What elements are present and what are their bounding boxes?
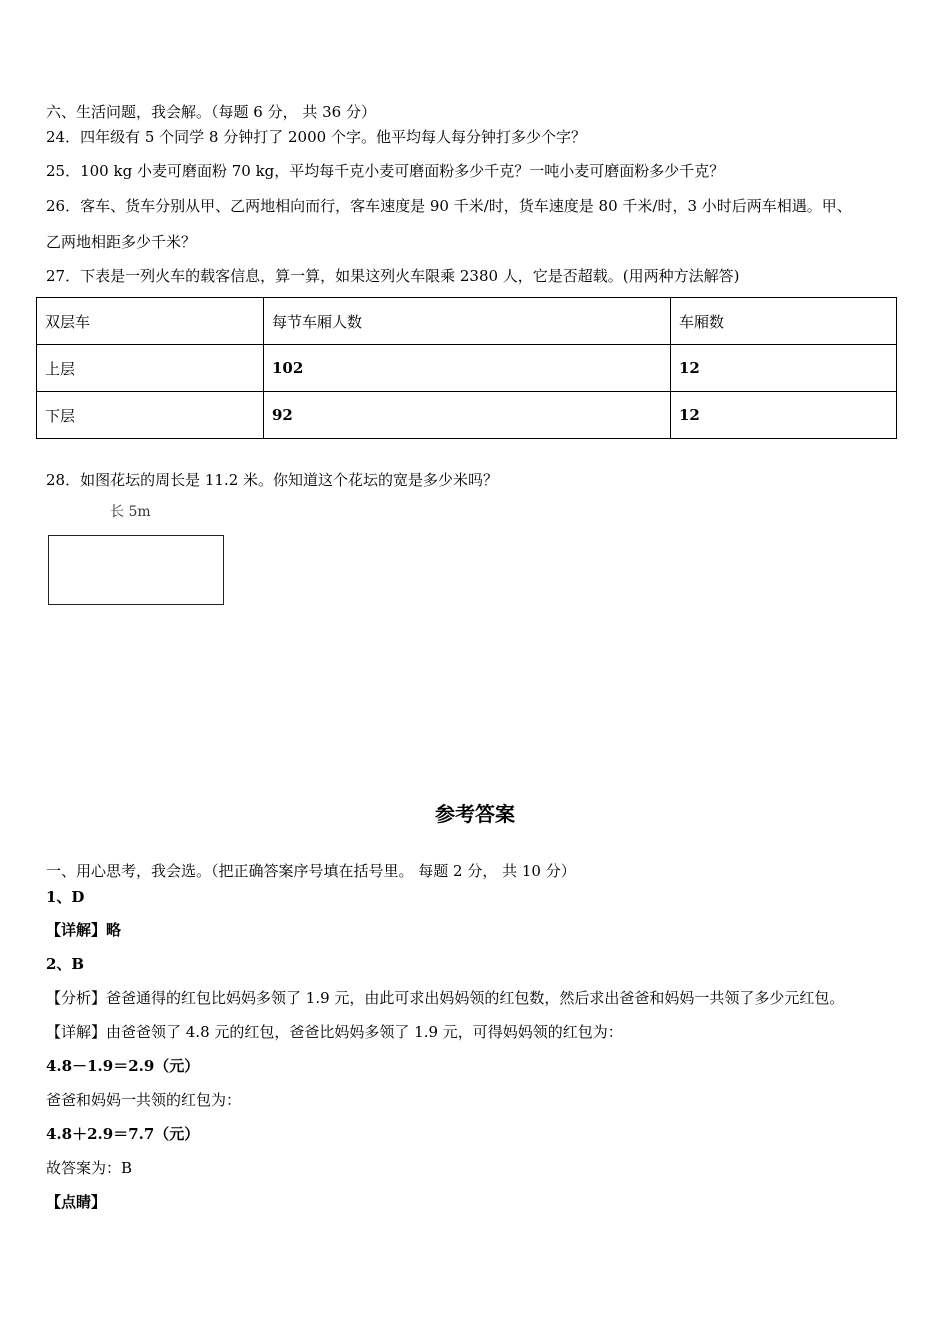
answer-2-note: 【点睛】 bbox=[46, 1193, 107, 1211]
answer-2-final: 故答案为：B bbox=[46, 1159, 133, 1177]
table-cell: 102 bbox=[264, 345, 671, 392]
question-25: 25．100 kg 小麦可磨面粉 70 kg，平均每千克小麦可磨面粉多少千克？一吨小麦可磨面粉多少千克？ bbox=[46, 162, 725, 180]
answer-2-equation-2: 4.8＋2.9＝7.7（元） bbox=[46, 1125, 200, 1143]
table-header-cell: 车厢数 bbox=[671, 298, 897, 345]
table-cell: 上层 bbox=[37, 345, 264, 392]
table-cell: 92 bbox=[264, 392, 671, 439]
table-header-cell: 每节车厢人数 bbox=[264, 298, 671, 345]
question-26-line2: 乙两地相距多少千米？ bbox=[46, 233, 197, 251]
table-header-row bbox=[37, 298, 897, 345]
flowerbed-rectangle bbox=[48, 535, 224, 605]
table-row bbox=[37, 392, 897, 439]
question-27: 27．下表是一列火车的载客信息，算一算，如果这列火车限乘 2380 人，它是否超载。(用两种方法解答) bbox=[46, 267, 740, 285]
figure-length-label: 长 5m bbox=[110, 504, 151, 520]
table-header-cell: 双层车 bbox=[37, 298, 264, 345]
answer-2: 2、B bbox=[46, 955, 85, 973]
table-cell: 下层 bbox=[37, 392, 264, 439]
question-26-line1: 26．客车、货车分别从甲、乙两地相向而行，客车速度是 90 千米/时，货车速度是 80 千米/时，3 小时后两车相遇。甲、 bbox=[46, 197, 852, 215]
answer-2-text: 爸爸和妈妈一共领的红包为： bbox=[46, 1091, 242, 1109]
answer-2-equation-1: 4.8－1.9＝2.9（元） bbox=[46, 1057, 200, 1075]
table-row bbox=[37, 345, 897, 392]
answer-1-detail: 【详解】略 bbox=[46, 921, 122, 939]
answer-1: 1、D bbox=[46, 888, 85, 906]
table-cell: 12 bbox=[671, 392, 897, 439]
answers-section1-heading: 一、用心思考，我会选。（把正确答案序号填在括号里。 每题 2 分， 共 10 分） bbox=[46, 862, 576, 880]
answers-title: 参考答案 bbox=[435, 802, 515, 826]
question-28: 28．如图花坛的周长是 11.2 米。你知道这个花坛的宽是多少米吗？ bbox=[46, 471, 499, 489]
passenger-table bbox=[36, 297, 897, 439]
question-24: 24．四年级有 5 个同学 8 分钟打了 2000 个字。他平均每人每分钟打多少个字？ bbox=[46, 128, 586, 146]
answer-2-detail: 【详解】由爸爸领了 4.8 元的红包，爸爸比妈妈多领了 1.9 元，可得妈妈领的红包为： bbox=[46, 1023, 623, 1041]
table-cell: 12 bbox=[671, 345, 897, 392]
section6-heading: 六、生活问题，我会解。（每题 6 分， 共 36 分） bbox=[46, 103, 376, 121]
answer-2-analysis: 【分析】爸爸通得的红包比妈妈多领了 1.9 元，由此可求出妈妈领的红包数，然后求出爸爸和妈妈一共领了多少元红包。 bbox=[46, 989, 845, 1007]
